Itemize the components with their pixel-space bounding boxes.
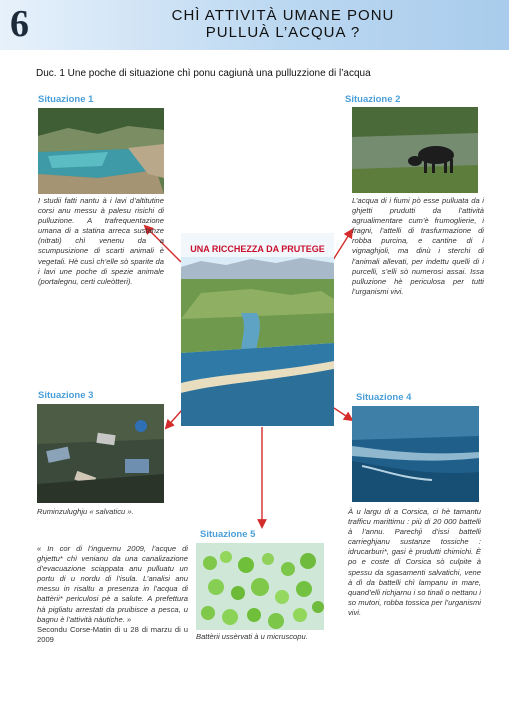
situation-5-text: Battèrii ussèrvati à u micruscopu. [196, 632, 308, 641]
center-illustration [181, 233, 334, 426]
arrow-situation2 [333, 230, 352, 260]
situation-3-text: Ruminzulughju « salvaticu ». [37, 507, 134, 516]
document-title: Duc. 1 Une poche di situazione chì ponu cagiunà una pulluzzione di l’acqua [36, 68, 371, 79]
situation-1-text: I studii fatti nantu à i lavi d’altitutine corsi anu messu à palesu risichi di pulluzione. A trafrequentazione umana di a statina arreca sustanze (nitrati) chì venenu da a scumpusizione di scarti animali è vegetali. Hè cusì ch’elle sò sparite da i lavi une poche di spezie animale (portalegnu, certi culeòtteri). [38, 196, 164, 286]
situation-4-photo [352, 406, 479, 502]
chapter-number: 6 [10, 3, 29, 45]
situation-5-label: Situazione 5 [200, 529, 256, 540]
press-quote-source: Secondu Corse-Matin di u 28 di marzu di u 2009 [37, 624, 188, 644]
press-quote [37, 544, 188, 645]
center-title: UNA RICCHEZZA DA PRUTEGE [190, 244, 325, 254]
press-quote-text: « In cor di l’inguernu 2009, l’acque di ghjettu* chì venianu da una canalizazione d’evacuazione sciappata anu pulluatu un portu di u nordu di l’isula. L’analisi anu messu in risaltu a presenza in l’acqua di battèrii* periculosi pè a salute. A prefettura hà pigliatu arrestati da pruibisce a pesca, u bagnu è l’attività nàutiche. » [37, 544, 188, 624]
page-title-line1: CHÌ ATTIVITÀ UMANE PONU [171, 7, 395, 24]
page-title-line2: PULLUÀ L’ACQUA ? [205, 24, 361, 41]
situation-5-photo [196, 543, 324, 630]
situation-4-text: À u largu di a Corsica, ci hè tamantu trafficu marittimu : più di 20 000 battelli à l’annu. Parechji d’issi battelli carrieghjanu sustanze tossiche : idrucarburi*, gasi è prudutti chimichi. È po e coste di Corsica sò culpite à spessu da sgasamenti salvatichi, vene à dì da battelli chì lampanu in mare, quand’elli richjarnu i so tinali o nettanu i so mutori, robba tossica per l’urganismi vivi. [348, 507, 481, 617]
situation-4-label: Situazione 4 [356, 392, 412, 403]
arrow-situation4 [334, 408, 352, 420]
situation-2-label: Situazione 2 [345, 94, 401, 105]
situation-2-text: L’acqua di i fiumi pò esse pulluata da i ghjetti prudutti da l’attività agrualimentare cum’è frumoglierie, i fragni, l’attelli di trasfurmazione di robba purcina, e cantine di i vignaghjoli, ma dinù i sterchi di l’animali allevati, per indettu quelli di i purcelli, s’elli sò numerosi assai. Issa pulluzione hè periculosa per tutti l’urganismi vivi. [352, 196, 484, 296]
situation-3-label: Situazione 3 [38, 390, 94, 401]
situation-3-photo [37, 404, 164, 503]
arrow-situation3 [166, 410, 182, 428]
situation-1-label: Situazione 1 [38, 94, 94, 105]
situation-2-photo [352, 107, 478, 193]
situation-1-photo [38, 108, 164, 194]
